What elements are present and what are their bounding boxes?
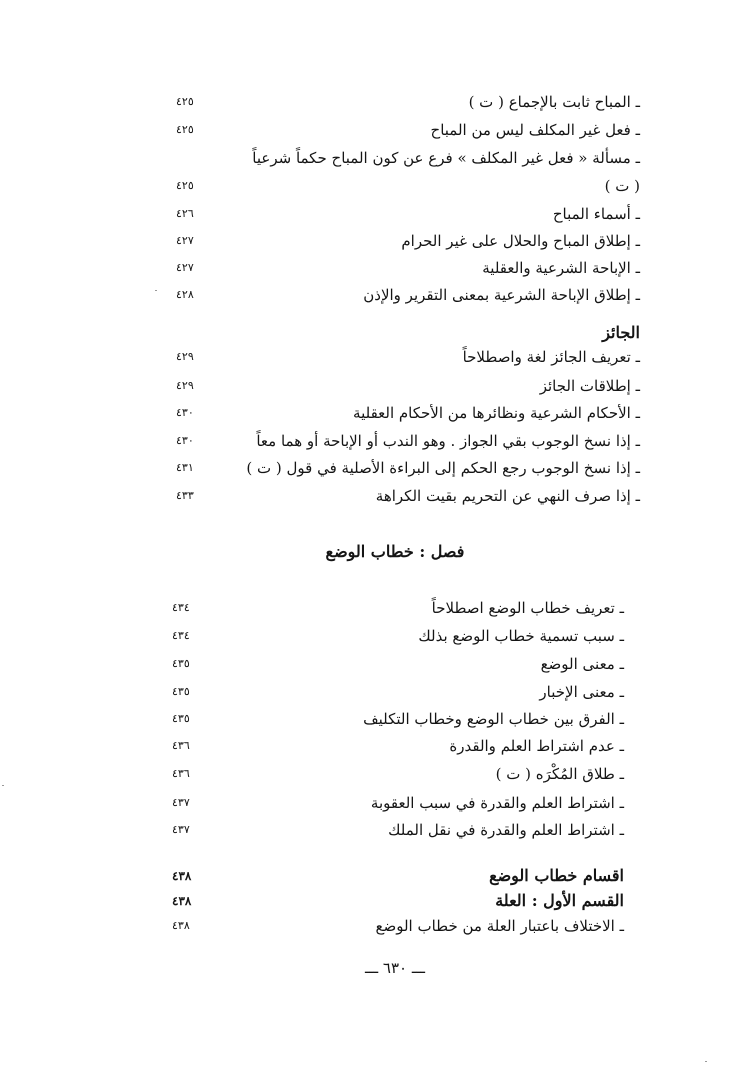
entry-page: ٤٣٣ (176, 489, 194, 502)
entry-page: ٤٣٧ (172, 796, 190, 809)
entry-page: ٤٣٨ (172, 894, 192, 908)
entry-text: ـ إطلاق المباح والحلال على غير الحرام (401, 232, 640, 250)
toc-entry (150, 624, 640, 648)
entry-text: ـ المباح ثابت بالإجماع ( ت ) (468, 93, 640, 111)
entry-text: ـ مسألة « فعل غير المكلف » فرع عن كون المباح حكماً شرعياً (252, 149, 640, 167)
entry-text: ـ عدم اشتراط العلم والقدرة (449, 737, 624, 755)
entry-text: ـ إذا صرف النهي عن التحريم بقيت الكراهة (375, 487, 640, 505)
scan-speck (2, 785, 4, 786)
toc-entry (150, 283, 640, 307)
entry-page: ٤٣٥ (172, 657, 190, 670)
entry-text: ـ اشتراط العلم والقدرة في نقل الملك (388, 821, 624, 839)
toc-entry (150, 707, 640, 731)
toc-entry (150, 914, 640, 938)
entry-text: ـ تعريف الجائز لغة واصطلاحاً (462, 348, 640, 366)
entry-page: ٤٢٥ (176, 123, 194, 136)
toc-entry (150, 818, 640, 842)
entry-page: ٤٢٨ (176, 288, 194, 301)
entry-page: ٤٣١ (176, 461, 194, 474)
entry-text: ـ اشتراط العلم والقدرة في سبب العقوبة (370, 794, 624, 812)
toc-entry (150, 734, 640, 758)
entry-page: ٤٣٤ (172, 601, 190, 614)
entry-text: ـ إذا نسخ الوجوب بقي الجواز . وهو الندب أو الإباحة أو هما معاً (256, 432, 640, 450)
entry-page: ٤٣٠ (176, 434, 194, 447)
entry-text: ـ إطلاق الإباحة الشرعية بمعنى التقرير والإذن (363, 286, 640, 304)
entry-page: ٤٣٥ (172, 712, 190, 725)
entry-text: ـ الأحكام الشرعية ونظائرها من الأحكام العقلية (353, 404, 640, 422)
entry-page: ٤٣٥ (172, 685, 190, 698)
toc-entry (150, 484, 640, 508)
section-heading-qism (150, 889, 640, 913)
toc-entry (150, 146, 640, 170)
toc-entry (150, 202, 640, 226)
entry-text: ـ الفرق بين خطاب الوضع وخطاب التكليف (363, 710, 624, 728)
entry-page: ٤٣٧ (172, 823, 190, 836)
scan-speck (155, 290, 157, 291)
entry-page: ٤٣٦ (172, 767, 190, 780)
entry-page: ٤٣٦ (172, 739, 190, 752)
entry-text: ـ الاختلاف باعتبار العلة من خطاب الوضع (375, 917, 624, 935)
page-number: ـــ ٦٣٠ ـــ (364, 959, 426, 977)
toc-entry (150, 229, 640, 253)
toc-entry (150, 791, 640, 815)
entry-page: ٤٢٩ (176, 379, 194, 392)
entry-page: ٤٢٧ (176, 234, 194, 247)
entry-page: ٤٣٨ (172, 869, 192, 883)
toc-entry (150, 118, 640, 142)
toc-entry (150, 652, 640, 676)
entry-page: ٤٢٦ (176, 207, 194, 220)
entry-text: ـ أسماء المباح (552, 205, 640, 223)
entry-page: ٤٢٧ (176, 261, 194, 274)
entry-page: ٤٢٥ (176, 95, 194, 108)
toc-entry (150, 596, 640, 620)
entry-text: ( ت ) (604, 177, 640, 195)
entry-text: ـ إذا نسخ الوجوب رجع الحكم إلى البراءة الأصلية في قول ( ت ) (246, 459, 640, 477)
entry-page: ٤٣٠ (176, 406, 194, 419)
chapter-title: فصل : خطاب الوضع (325, 542, 465, 561)
entry-text: ـ معنى الوضع (540, 655, 624, 673)
toc-entry (150, 456, 640, 480)
toc-entry-continuation (150, 174, 640, 198)
section-heading-aqsam (150, 864, 640, 888)
toc-entry (150, 680, 640, 704)
section-heading-jaiz (150, 321, 640, 345)
entry-text: ـ فعل غير المكلف ليس من المباح (430, 121, 640, 139)
toc-entry (150, 345, 640, 369)
scan-speck (705, 1061, 707, 1062)
entry-page: ٤٢٥ (176, 179, 194, 192)
section-heading-text: الجائز (602, 323, 640, 342)
entry-text: ـ إطلاقات الجائز (539, 377, 640, 395)
entry-page: ٤٢٩ (176, 350, 194, 363)
entry-text: ـ الإباحة الشرعية والعقلية (482, 259, 640, 277)
toc-entry (150, 762, 640, 786)
entry-text: ـ معنى الإخبار (539, 683, 624, 701)
section-heading-text: اقسام خطاب الوضع (489, 866, 624, 885)
toc-entry (150, 374, 640, 398)
entry-text: ـ طلاق المُكْرَه ( ت ) (495, 765, 624, 783)
entry-text: ـ تعريف خطاب الوضع اصطلاحاً (431, 599, 624, 617)
toc-entry (150, 256, 640, 280)
entry-page: ٤٣٨ (172, 919, 190, 932)
entry-text: ـ سبب تسمية خطاب الوضع بذلك (418, 627, 624, 645)
section-heading-text: القسم الأول : العلة (495, 891, 624, 910)
entry-page: ٤٣٤ (172, 629, 190, 642)
toc-entry (150, 401, 640, 425)
toc-entry (150, 90, 640, 114)
toc-entry (150, 429, 640, 453)
